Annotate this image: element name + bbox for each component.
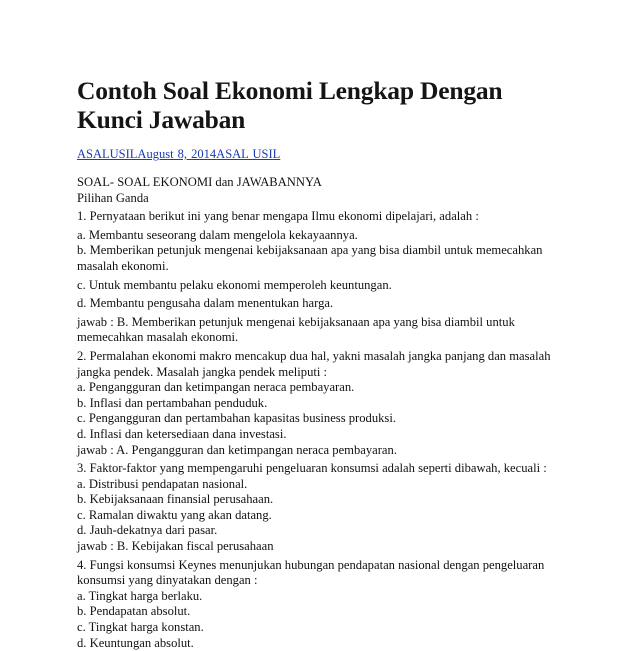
paragraph bbox=[77, 349, 557, 458]
paragraph bbox=[77, 209, 557, 225]
text-line: 2. Permalahan ekonomi makro mencakup dua hal, yakni masalah jangka panjang dan masalah bbox=[77, 348, 551, 363]
text-line: konsumsi yang dinyatakan dengan : bbox=[77, 573, 258, 588]
page-title bbox=[77, 76, 557, 134]
text-line: 4. Fungsi konsumsi Keynes menunjukan hubungan pendapatan nasional dengan pengeluaran bbox=[77, 557, 545, 572]
text-line: a. Tingkat harga berlaku. bbox=[77, 588, 203, 603]
paragraph bbox=[77, 461, 557, 555]
text-line: c. Untuk membantu pelaku ekonomi memperoleh keuntungan. bbox=[77, 277, 392, 292]
text-line: d. Membantu pengusaha dalam menentukan harga. bbox=[77, 296, 334, 311]
text-line: d. Keuntungan absolut. bbox=[77, 635, 194, 650]
post-date-link[interactable]: August 8, 2014 bbox=[137, 147, 217, 161]
text-line: c. Pengangguran dan pertambahan kapasitas business produksi. bbox=[77, 411, 396, 426]
title-line: Kunci Jawaban bbox=[77, 105, 246, 134]
text-line: jawab : B. Memberikan petunjuk mengenai kebijaksanaan apa yang bisa diambil untuk bbox=[77, 314, 515, 329]
text-line: a. Distribusi pendapatan nasional. bbox=[77, 476, 248, 491]
article-body bbox=[77, 175, 557, 651]
text-line: b. Memberikan petunjuk mengenai kebijaksanaan apa yang bisa diambil untuk memecahkan bbox=[77, 243, 543, 258]
author-link[interactable]: ASALUSIL bbox=[77, 147, 138, 161]
text-line: d. Jauh-dekatnya dari pasar. bbox=[77, 523, 218, 538]
category-link[interactable]: ASAL USIL bbox=[216, 147, 281, 161]
text-line: c. Ramalan diwaktu yang akan datang. bbox=[77, 507, 272, 522]
text-line: b. Kebijaksanaan finansial perusahaan. bbox=[77, 492, 274, 507]
text-line: jawab : B. Kebijakan fiscal perusahaan bbox=[77, 539, 274, 554]
text-line: d. Inflasi dan ketersediaan dana investasi. bbox=[77, 426, 287, 441]
paragraph bbox=[77, 296, 557, 312]
paragraph bbox=[77, 228, 557, 275]
text-line: SOAL- SOAL EKONOMI dan JAWABANNYA bbox=[77, 175, 322, 189]
text-line: b. Inflasi dan pertambahan penduduk. bbox=[77, 395, 268, 410]
paragraph bbox=[77, 315, 557, 346]
text-line: Pilihan Ganda bbox=[77, 190, 149, 205]
text-line: 3. Faktor-faktor yang mempengaruhi pengeluaran konsumsi adalah seperti dibawah, kecuali : bbox=[77, 461, 547, 476]
text-line: masalah ekonomi. bbox=[77, 258, 169, 273]
text-line: memecahkan masalah ekonomi. bbox=[77, 330, 239, 345]
text-line: b. Pendapatan absolut. bbox=[77, 604, 191, 619]
text-line: 1. Pernyataan berikut ini yang benar mengapa Ilmu ekonomi dipelajari, adalah : bbox=[77, 209, 479, 224]
text-line: a. Membantu seseorang dalam mengelola kekayaannya. bbox=[77, 227, 358, 242]
paragraph bbox=[77, 558, 557, 651]
text-line: a. Pengangguran dan ketimpangan neraca pembayaran. bbox=[77, 380, 355, 395]
article bbox=[77, 76, 557, 651]
text-line: jangka pendek. Masalah jangka pendek meliputi : bbox=[77, 364, 328, 379]
paragraph bbox=[77, 175, 557, 206]
paragraph bbox=[77, 278, 557, 294]
text-line: jawab : A. Pengangguran dan ketimpangan neraca pembayaran. bbox=[77, 442, 397, 457]
text-line: c. Tingkat harga konstan. bbox=[77, 620, 204, 635]
title-line: Contoh Soal Ekonomi Lengkap Dengan bbox=[77, 76, 503, 105]
post-meta bbox=[77, 146, 557, 162]
